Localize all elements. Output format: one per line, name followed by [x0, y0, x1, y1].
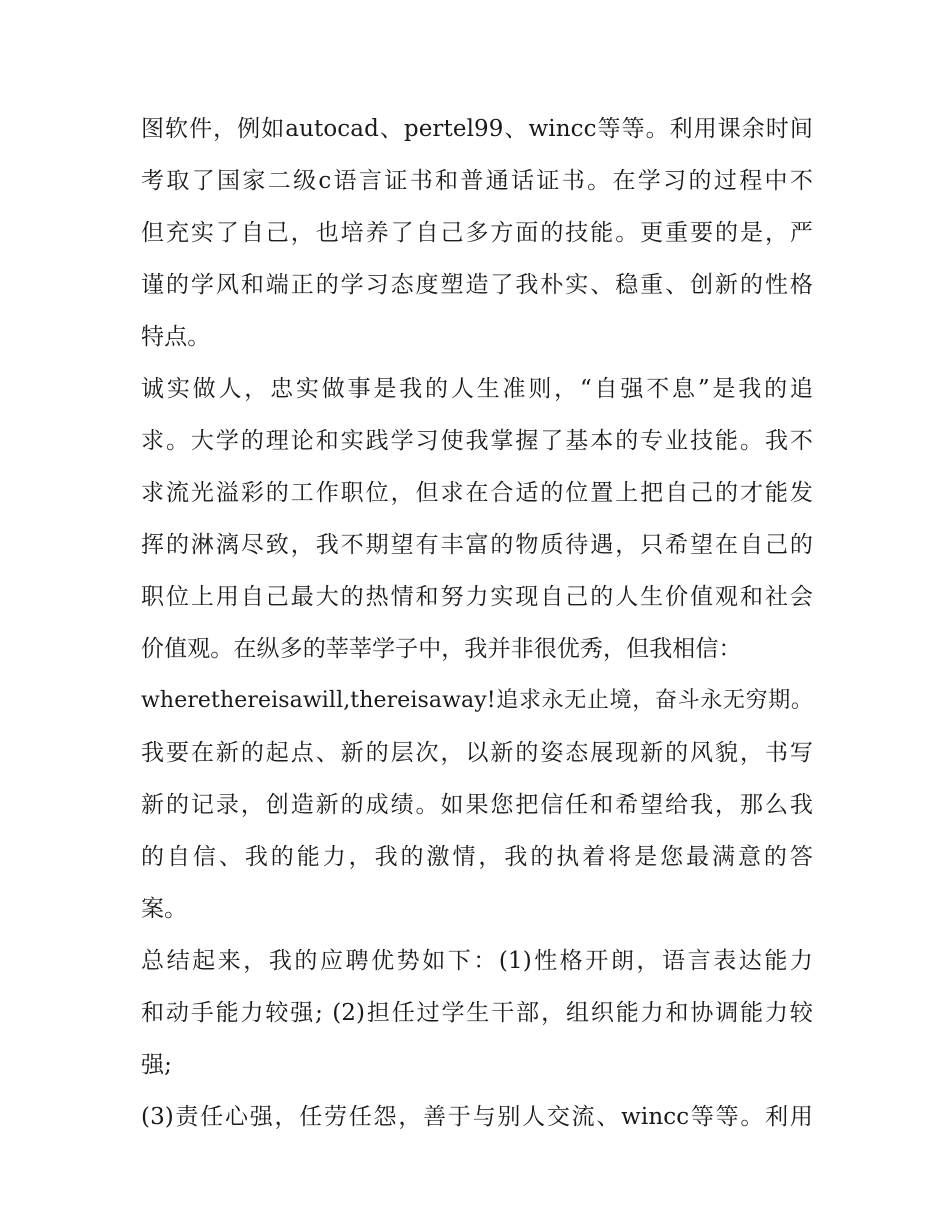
text-line: 特点。 — [141, 324, 211, 350]
text-line: 求流光溢彩的工作职位，但求在合适的位置上把自己的才能发 — [141, 480, 813, 506]
text-line: 总结起来，我的应聘优势如下：(1)性格开朗，语言表达能力 — [141, 948, 813, 974]
text-line: 挥的淋漓尽致，我不期望有丰富的物质待遇，只希望在自己的 — [141, 532, 813, 558]
text-line: 价值观。在纵多的莘莘学子中，我并非很优秀，但我相信： — [141, 636, 742, 662]
text-line: 案。 — [141, 896, 188, 922]
text-line: 诚实做人，忠实做事是我的人生准则，“自强不息”是我的追 — [141, 376, 813, 402]
body-text — [141, 103, 813, 1143]
text-line: (3)责任心强，任劳任怨，善于与别人交流、wincc等等。利用 — [141, 1104, 813, 1130]
text-line: 但充实了自己，也培养了自己多方面的技能。更重要的是，严 — [141, 220, 813, 246]
text-line: 的自信、我的能力，我的激情，我的执着将是您最满意的答 — [141, 844, 813, 870]
text-line: 图软件，例如autocad、pertel99、wincc等等。利用课余时间 — [141, 116, 813, 142]
text-line: 求。大学的理论和实践学习使我掌握了基本的专业技能。我不 — [141, 428, 813, 454]
text-line: 我要在新的起点、新的层次，以新的姿态展现新的风貌，书写 — [141, 740, 813, 766]
text-line: 强; — [141, 1052, 172, 1078]
text-line: 考取了国家二级c语言证书和普通话证书。在学习的过程中不 — [141, 168, 813, 194]
text-line: 职位上用自己最大的热情和努力实现自己的人生价值观和社会 — [141, 584, 813, 610]
text-line: 和动手能力较强; (2)担任过学生干部，组织能力和协调能力较 — [141, 1000, 813, 1026]
text-line: 谨的学风和端正的学习态度塑造了我朴实、稳重、创新的性格 — [141, 272, 813, 298]
text-line: wherethereisawill,thereisaway!追求永无止境，奋斗永无穷期。 — [141, 688, 813, 713]
text-line: 新的记录，创造新的成绩。如果您把信任和希望给我，那么我 — [141, 792, 813, 818]
